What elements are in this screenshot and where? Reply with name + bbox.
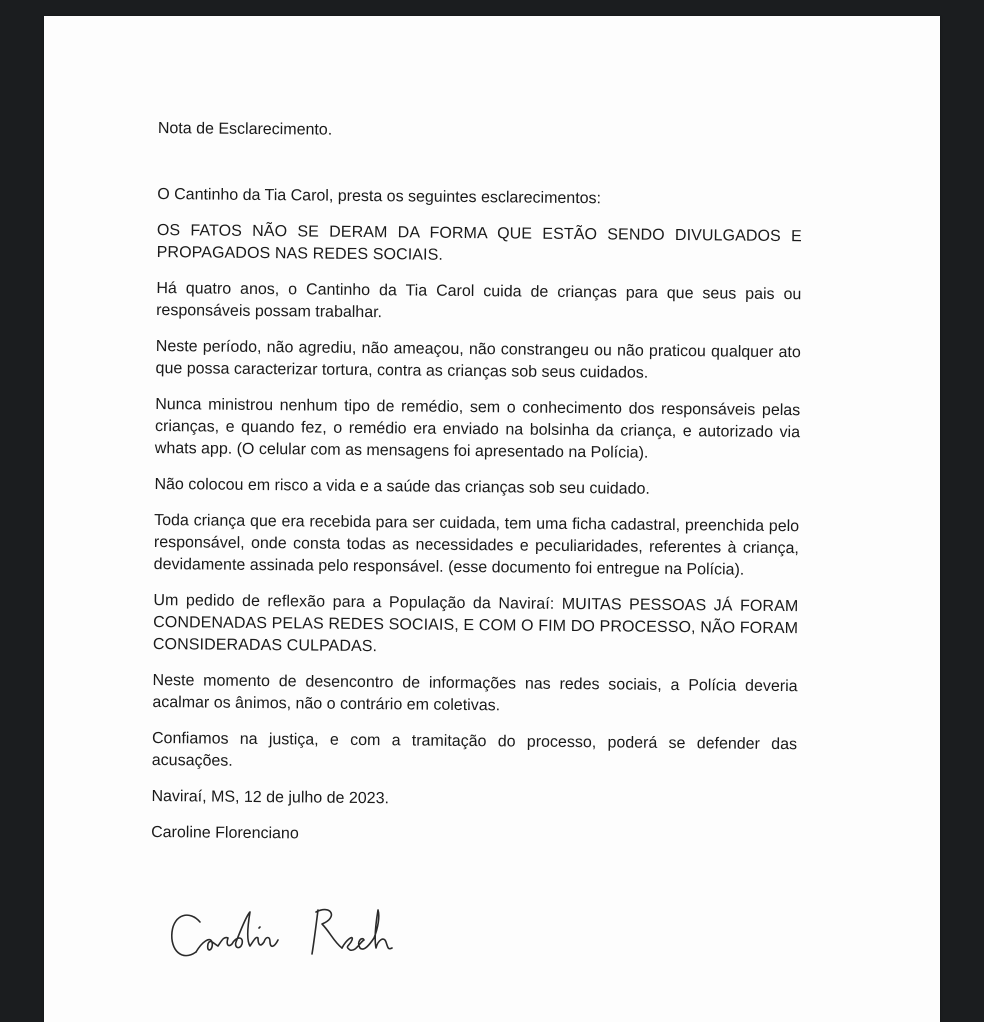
- document-page: [44, 16, 940, 1022]
- paragraph-facts: OS FATOS NÃO SE DERAM DA FORMA QUE ESTÃO SENDO DIVULGADOS E PROPAGADOS NAS REDES SOCIAIS.: [156, 221, 802, 264]
- signer-name: Caroline Florenciano: [151, 823, 299, 843]
- place-date: Naviraí, MS, 12 de julho de 2023.: [151, 787, 390, 808]
- paragraph-intro: O Cantinho da Tia Carol, presta os seguintes esclarecimentos:: [157, 185, 602, 208]
- paragraph-police: Neste momento de desencontro de informações nas redes sociais, a Polícia deveria acalmar os ânimos, não o contrário em coletivas.: [152, 671, 798, 715]
- paragraph-four-years: Há quatro anos, o Cantinho da Tia Carol cuida de crianças para que seus pais ou responsáveis possam trabalhar.: [156, 279, 802, 322]
- paragraph-justice: Confiamos na justiça, e com a tramitação do processo, poderá se defender das acusações.: [151, 729, 798, 770]
- paragraph-no-aggression: Neste período, não agrediu, não ameaçou, não constrangeu ou não praticou qualquer ato que possa caracterizar tortura, contra as crianças sob seus cuidados.: [155, 337, 801, 382]
- document-title: Nota de Esclarecimento.: [157, 119, 333, 139]
- letter-body: [151, 118, 803, 858]
- handwritten-signature: [166, 892, 426, 972]
- paragraph-registration: Toda criança que era recebida para ser cuidada, tem uma ficha cadastral, preenchida pelo responsável, onde consta todas as necessidades e peculiaridades, referentes à criança, devidamente assinada pelo responsável. (esse documento foi entregue na Polícia).: [153, 511, 800, 579]
- paragraph-reflection: Um pedido de reflexão para a População da Naviraí: MUITAS PESSOAS JÁ FORAM CONDENADAS PELAS REDES SOCIAIS, E COM O FIM DO PROCESSO, NÃO FORAM CONSIDERADAS CULPADAS.: [152, 591, 799, 656]
- paragraph-no-risk: Não colocou em risco a vida e a saúde das crianças sob seu cuidado.: [154, 475, 650, 498]
- paragraph-medicine: Nunca ministrou nenhum tipo de remédio, sem o conhecimento dos responsáveis pelas crianças, e quando fez, o remédio era enviado na bolsinha da criança, e autorizado via whats app. (O celular com as mensagens foi apresentado na Polícia).: [154, 395, 801, 462]
